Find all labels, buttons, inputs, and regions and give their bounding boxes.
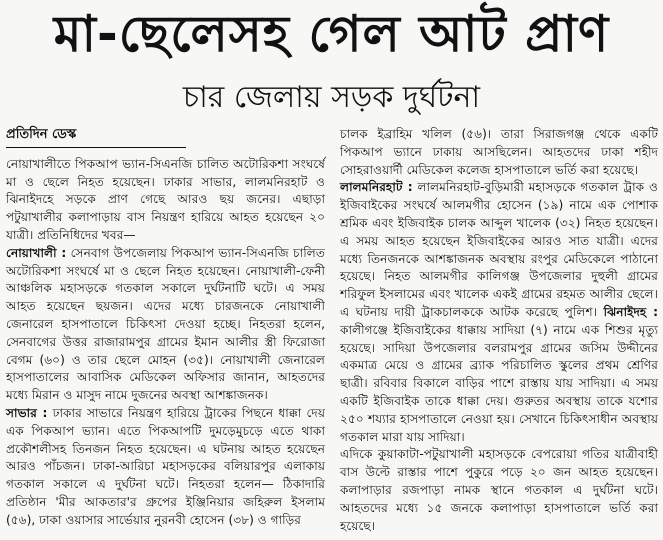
- headline: মা-ছেলেসহ গেল আট প্রাণ: [53, 5, 610, 63]
- lalmonirhat-dateline: লালমনিরহাট :: [340, 180, 413, 195]
- article-column-right: [340, 126, 658, 535]
- subheadline: চার জেলায় সড়ক দুর্ঘটনা: [182, 80, 481, 115]
- article-column-left: [6, 126, 325, 530]
- savar-dateline: সাভার :: [6, 405, 48, 420]
- kuakata-paragraph: এদিকে কুয়াকাটা-পটুয়াখালী মহাসড়কে বেপরোয়া গতির যাত্রীবাহী বাস উল্টে রাস্তার পাশে পুকুরে পড়ে ২০ জন আহত হয়েছেন। কলাপাড়ার রজপাড়া নামক স্থানে গতকাল এ দুর্ঘটনা ঘটে। আহতদের মধ্যে ১৫ জনকে কলাপাড়া হাসপাতালে ভর্তি করা হয়েছে।: [340, 447, 658, 533]
- noakhali-paragraph: [6, 245, 325, 405]
- savar-continuation: চালক ইব্রাহিম খলিল (৫৬)। তারা সিরাজগঞ্জ থেকে একটি পিকআপ ভ্যানে ঢাকায় আসছিলেন। আহতদের ঢাকা শহীদ সোহরাওয়ার্দী মেডিকেল কলেজ হাসপাতালে ভর্তি করা হয়েছে।: [340, 127, 658, 177]
- jhenaidah-dateline: ঝিনাইদহ :: [603, 304, 658, 319]
- noakhali-text: সেনবাগ উপজেলায় পিকআপ ভ্যান-সিএনজি চালিত অটোরিকশা সংঘর্ষে মা ও ছেলে নিহত হয়েছেন। নোয়াখালী-ফেনী আঞ্চলিক মহাসড়কে গতকাল সকালে দুর্ঘটনাটি ঘটে। এ সময় আহত হয়েছেন ছয়জন। এদের মধ্যে চারজনকে নোয়াখালী জেনারেল হাসপাতালে চিকিৎসা দেওয়া হচ্ছে। নিহতরা হলেন, সেনবাগের উত্তর রাজারামপুর গ্রামের ইমান আলীর স্ত্রী ফিরোজা বেগম (৬০) ও তার ছেলে মোহন (৩৫)। নোয়াখালী জেনারেল হাসপাতালের আবাসিক মেডিকেল অফিসার জানান, আহতদের মধ্যে মিরান ও মাসুদ নামে দুজনের অবস্থা আশঙ্কাজনক।: [6, 245, 325, 403]
- jhenaidah-text: কালীগঞ্জে ইজিবাইকের ধাক্কায় সাদিয়া (৭) নামে এক শিশুর মৃত্যু হয়েছে। সাদিয়া উপজেলার বলরামপুর গ্রামের জসিম উদ্দীনের একমাত্র মেয়ে ও গ্রামের ব্র্যাক পরিচালিত স্কুলের প্রথম শ্রেণির ছাত্রী। রবিবার বিকালে বাড়ির পাশে রাস্তায় যায় সাদিয়া। এ সময় একটি ইজিবাইক তাকে ধাক্কা দেয়। গুরুতর অবস্থায় তাকে যশোর ২৫০ শয্যার হাসপাতালে নেওয়া হয়। সেখানে চিকিৎসাধীন অবস্থায় গতকাল মারা যায় সাদিয়া।: [340, 322, 658, 444]
- intro-paragraph: নোয়াখালীতে পিকআপ ভ্যান-সিএনজি চালিত অটোরিকশা সংঘর্ষে মা ও ছেলে নিহত হয়েছেন। ঢাকার সাভার, লালমনিরহাট ও ঝিনাইদহে সড়কে প্রাণ গেছে আরও ছয় জনের। এছাড়া পটুয়াখালীর কলাপাড়ায় বাস নিয়ন্ত্রণ হারিয়ে আহত হয়েছেন ২০ যাত্রী। প্রতিনিধিদের খবর—: [6, 156, 325, 242]
- lalmonirhat-text: লালমনিরহাট-বুড়িমারী মহাসড়কে গতকাল ট্রাক ও ইজিবাইকের সংঘর্ষে আলমগীর হোসেন (১৯) নামে এক পোশাক শ্রমিক এবং ইজিবাইক চালক আব্দুল খালেক (৩২) নিহত হয়েছেন। এ সময় আহত হয়েছেন ইজিবাইকের আরও সাত যাত্রী। এদের মধ্যে তিনজনকে আশঙ্কাজনক অবস্থায় রংপুর মেডিকেলে পাঠানো হয়েছে। নিহত আলমগীর কালিগঞ্জ উপজেলার দুহুলী গ্রামের শরিফুল ইসলামের এবং খালেক একই গ্রামের রহমত আলীর ছেলে। এ ঘটনায় দায়ী ট্রাকচালককে আটক করেছে পুলিশ।: [340, 180, 659, 319]
- noakhali-dateline: নোয়াখালী :: [6, 245, 67, 260]
- desk-byline: প্রতিদিন ডেস্ক: [6, 127, 77, 142]
- byline-divider: [6, 147, 186, 148]
- savar-paragraph: [6, 405, 325, 530]
- savar-text: ঢাকার সাভারে নিয়ন্ত্রণ হারিয়ে ট্রাকের পিছনে ধাক্কা দেয় এক পিকআপ ভ্যান। এতে পিকআপটি দুমড়েমুচড়ে এতে থাকা প্রকৌশলীসহ তিনজন নিহত হয়েছেন। এ ঘটনায় আহত হয়েছেন আরও পাঁচজন। ঢাকা-আরিচা মহাসড়কের বলিয়ারপুর এলাকায় গতকাল সকালে এ দুর্ঘটনা ঘটে। নিহতরা হলেন— ঠিকাদারি প্রতিষ্ঠান 'মীর আকতার'র গ্রুপের ইঞ্জিনিয়ার জহিরুল ইসলাম (৫৬), ঢাকা ওয়াসার সার্ভেয়ার নুরনবী হোসেন (৩৮) ও গাড়ির: [6, 405, 326, 527]
- lalmonirhat-paragraph: [340, 179, 658, 446]
